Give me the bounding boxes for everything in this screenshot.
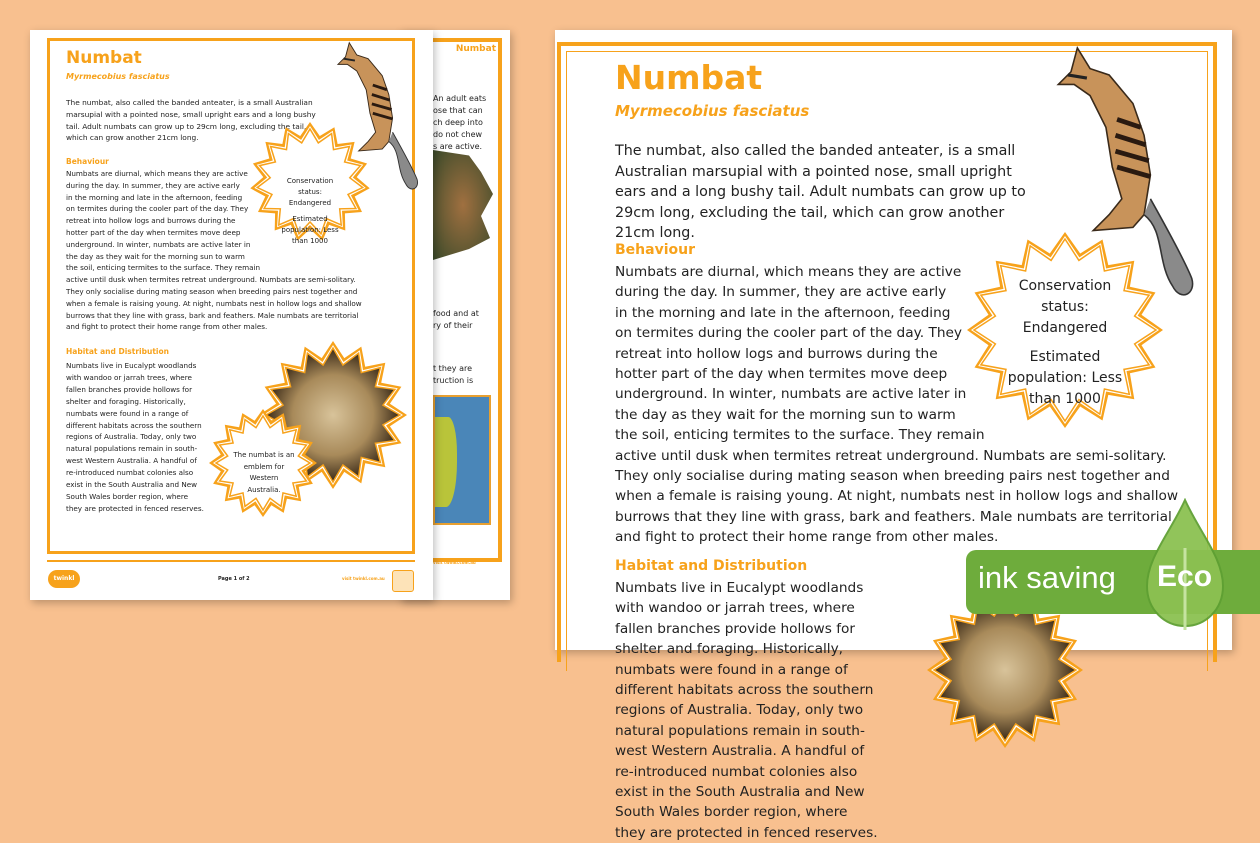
- text-line: hotter part of the day when termites move deep: [615, 366, 948, 383]
- page1-footer-url: visit twinkl.com.au: [342, 576, 385, 581]
- text-line: Numbats are diurnal, which means they are active: [66, 169, 248, 178]
- text-line: regions of Australia. Today, only two: [615, 702, 864, 719]
- page-title: Numbat: [615, 58, 763, 97]
- text-line: hotter part of the day when termites move deep: [66, 227, 241, 237]
- text-line: with wandoo or jarrah trees, where: [66, 372, 192, 382]
- text-line: they are protected in fenced reserves.: [615, 824, 878, 841]
- termite-photo-star: [925, 590, 1085, 750]
- text-line: during the day. In summer, they are active early: [615, 284, 947, 301]
- page1-conservation: Conservation status: Endangered Estimated population: Less than 1000: [281, 177, 339, 245]
- text-line: the day as they wait for the morning sun to warm: [615, 406, 956, 423]
- text-line: burrows that they line with grass, bark and feathers. Male numbats are territorial: [615, 508, 1172, 525]
- text-line: re-introduced numbat colonies also: [66, 468, 194, 478]
- text-line: with wandoo or jarrah trees, where: [615, 600, 855, 617]
- text-line: Numbats are diurnal, which means they are active: [615, 264, 962, 280]
- text-line: the day as they wait for the morning sun to warm: [66, 251, 245, 261]
- page1-emblem: The numbat is an emblem for Western Australia.: [233, 451, 295, 494]
- text-line: South Wales border region, where: [66, 491, 189, 501]
- text-line: the soil, enticing termites to the surface. They remain: [615, 427, 985, 444]
- text-line: They only socialise during mating season when breeding pairs nest together and: [615, 468, 1170, 485]
- text-line: regions of Australia. Today, only two: [66, 432, 197, 442]
- page2-text: food and at: [433, 309, 479, 318]
- eco-label: Eco: [1157, 560, 1213, 593]
- text-line: shelter and foraging. Historically,: [66, 396, 186, 406]
- text-line: numbats were found in a range of: [66, 408, 189, 418]
- page1-behaviour-heading: Behaviour: [66, 157, 109, 166]
- page2-title: Numbat: [455, 44, 496, 54]
- text-line: they are protected in fenced reserves.: [66, 503, 204, 513]
- text-line: and fight to protect their home range from other males.: [615, 529, 999, 546]
- text-line: on termites during the cooler part of the day. They: [66, 204, 249, 214]
- text-line: Numbats live in Eucalypt woodlands: [615, 580, 864, 596]
- text-line: retreat into hollow logs and burrows during the: [66, 216, 236, 226]
- page1-subtitle: Myrmecobius fasciatus: [66, 72, 170, 81]
- text-line: and fight to protect their home range from other males.: [66, 322, 268, 332]
- text-line: exist in the South Australia and New: [66, 480, 198, 490]
- species-name: Myrmecobius fasciatus: [615, 102, 810, 120]
- behaviour-heading: Behaviour: [615, 242, 695, 258]
- page1-footer-page: Page 1 of 2: [218, 576, 250, 582]
- twinkl-logo: twinkl: [48, 570, 80, 588]
- page2-text: do not chew: [433, 130, 483, 139]
- text-line: different habitats across the southern: [615, 682, 874, 699]
- page1-title: Numbat: [66, 48, 142, 68]
- text-line: when a female is raising young. At night, numbats nest in hollow logs and shallow: [66, 298, 362, 308]
- text-line: South Wales border region, where: [615, 804, 848, 821]
- page1-intro: The numbat, also called the banded anteater, is a small Australian marsupial with a pointed nose, small upright ears and a long bushy tail. Adult numbats can grow up to 29cm long, excluding the tail, which can grow another 21cm long.: [66, 98, 316, 143]
- page2-footer-url: visit twinkl.com.au: [433, 560, 476, 565]
- conservation-text: Conservation status: Endangered Estimated population: Less than 1000: [1007, 278, 1123, 407]
- text-line: in the morning and late in the afternoon, feeding: [66, 192, 243, 202]
- intro-paragraph: The numbat, also called the banded anteater, is a small Australian marsupial with a pointed nose, small upright ears and a long bushy tail. Adult numbats can grow up to 29cm long, excluding the tail, which can grow another 21cm long.: [615, 143, 1026, 241]
- page2-text: t they are: [433, 364, 473, 373]
- page2-text: ch deep into: [433, 118, 483, 127]
- text-line: natural populations remain in south-: [66, 444, 198, 454]
- text-line: re-introduced numbat colonies also: [615, 763, 858, 780]
- text-line: the soil, enticing termites to the surface. They remain: [66, 263, 261, 273]
- text-line: in the morning and late in the afternoon, feeding: [615, 304, 951, 321]
- page1-habitat: [66, 360, 204, 515]
- text-line: exist in the South Australia and New: [615, 784, 865, 801]
- map-image: [433, 395, 491, 525]
- text-line: west Western Australia. A handful of: [66, 456, 197, 466]
- habitat-heading: Habitat and Distribution: [615, 558, 808, 574]
- text-line: natural populations remain in south-: [615, 722, 865, 739]
- text-line: fallen branches provide hollows for: [66, 384, 193, 394]
- text-line: underground. In winter, numbats are active later in: [615, 386, 967, 403]
- page1-badge-icon: [392, 570, 414, 592]
- habitat-paragraph: [615, 578, 878, 843]
- text-line: different habitats across the southern: [66, 420, 202, 430]
- text-line: burrows that they line with grass, bark and feathers. Male numbats are territorial: [66, 310, 359, 320]
- numbat-illustration: [330, 38, 425, 198]
- text-line: west Western Australia. A handful of: [615, 743, 865, 760]
- text-line: during the day. In summer, they are active early: [66, 180, 240, 190]
- text-line: on termites during the cooler part of the day. They: [615, 325, 963, 342]
- page2-text: An adult eats: [433, 94, 487, 103]
- text-line: active until dusk when termites retreat underground. Numbats are semi-solitary.: [66, 275, 356, 285]
- text-line: fallen branches provide hollows for: [615, 620, 856, 637]
- text-line: shelter and foraging. Historically,: [615, 641, 844, 658]
- ink-saving-label: ink saving: [978, 560, 1116, 595]
- page2-text: s are active.: [433, 142, 483, 151]
- text-line: retreat into hollow logs and burrows during the: [615, 345, 938, 362]
- page2-text: ose that can: [433, 106, 483, 115]
- text-line: when a female is raising young. At night, numbats nest in hollow logs and shallow: [615, 488, 1179, 505]
- text-line: underground. In winter, numbats are active later in: [66, 239, 251, 249]
- text-line: Numbats live in Eucalypt woodlands: [66, 361, 197, 370]
- page-1-preview: [30, 30, 433, 600]
- page1-habitat-heading: Habitat and Distribution: [66, 347, 169, 356]
- text-line: They only socialise during mating season when breeding pairs nest together and: [66, 286, 358, 296]
- numbat-illustration: [1035, 40, 1215, 310]
- text-line: numbats were found in a range of: [615, 661, 848, 678]
- text-line: active until dusk when termites retreat underground. Numbats are semi-solitary.: [615, 447, 1167, 464]
- page2-text: ry of their: [433, 321, 473, 330]
- page2-text: truction is: [433, 376, 474, 385]
